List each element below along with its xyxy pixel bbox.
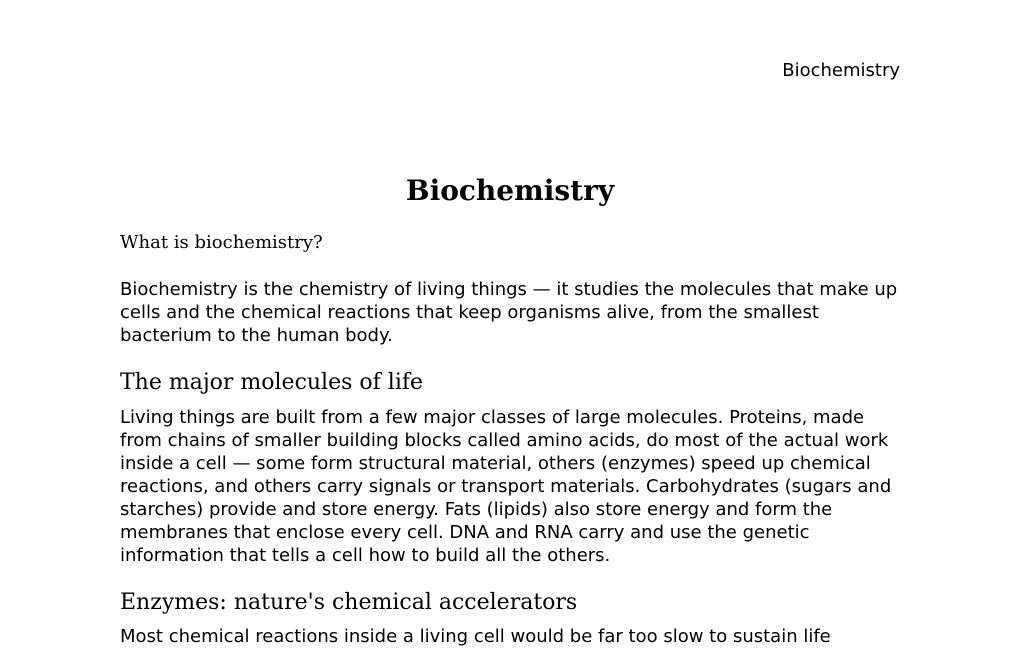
running-header: Biochemistry <box>782 60 900 81</box>
section-body-enzymes: Most chemical reactions inside a living cell would be far too slow to sustain life <box>120 626 831 647</box>
document-subtitle: What is biochemistry? <box>120 232 323 253</box>
section-body-molecules: Living things are built from a few major classes of large molecules. Proteins, made from chains of smaller building blocks called amino acids, do most of the actual work inside a cell — some form structural material, others (enzymes) speed up chemical reactions, and others carry signals or transport materials. Carbohydrates (sugars and starches) provide and store energy. Fats (lipids) also store energy and form the membranes that enclose every cell. DNA and RNA carry and use the genetic information that tells a cell how to build all the others. <box>120 407 892 566</box>
document-title: Biochemistry <box>405 174 615 207</box>
section-heading-molecules: The major molecules of life <box>120 370 424 395</box>
intro-paragraph: Biochemistry is the chemistry of living things — it studies the molecules that make up cells and the chemical reactions that keep organisms alive, from the smallest bacterium to the human body. <box>120 279 898 346</box>
section-heading-enzymes: Enzymes: nature's chemical accelerators <box>120 590 578 615</box>
